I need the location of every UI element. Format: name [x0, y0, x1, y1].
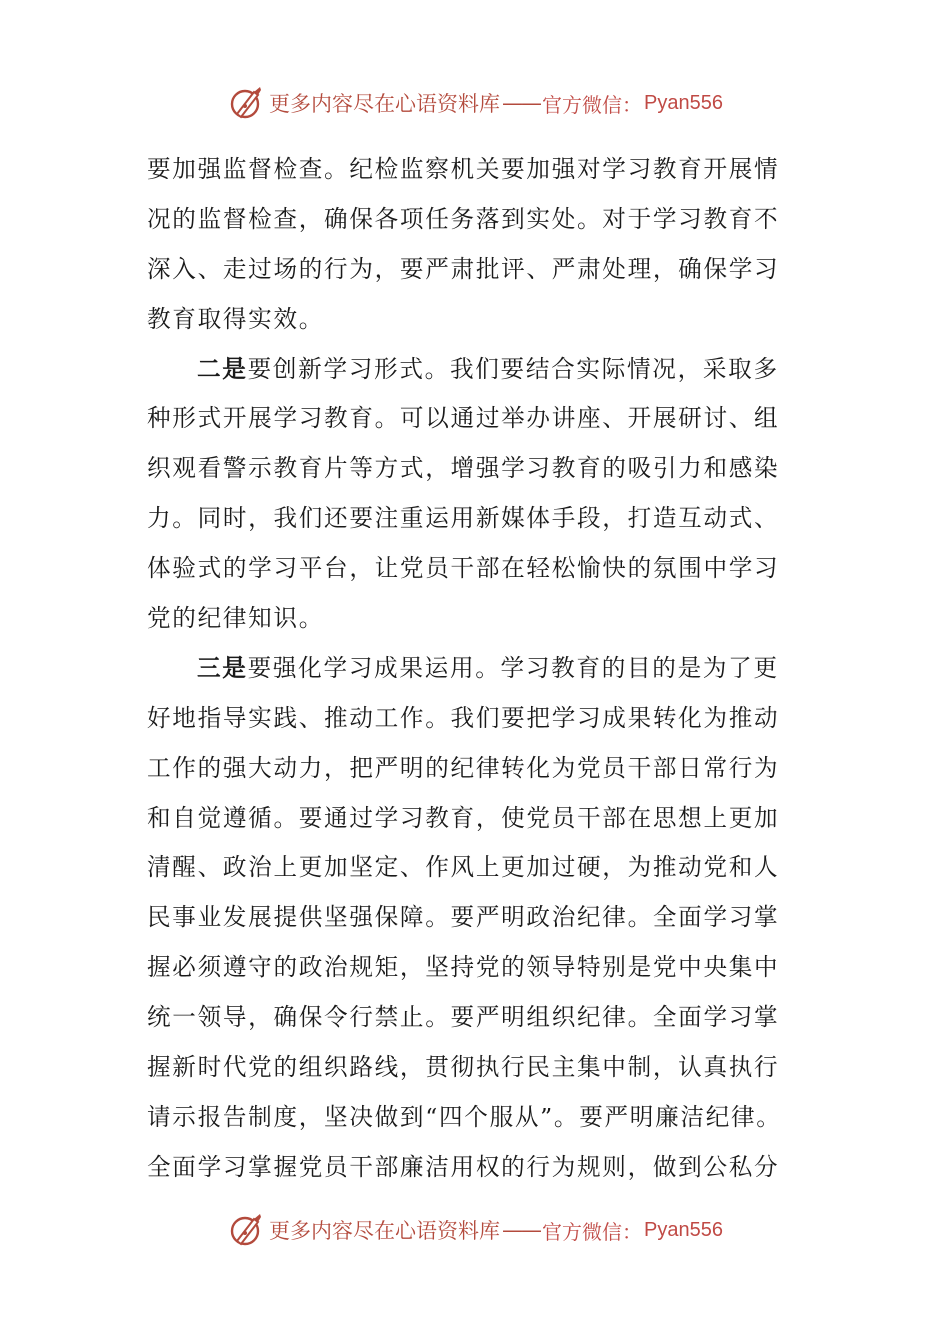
footer-banner: [0, 1206, 950, 1254]
text-line: 和自觉遵循。要通过学习教育，使党员干部在思想上更加: [147, 803, 780, 832]
paragraph-text: 要强化学习成果运用。学习教育的目的是为了更: [247, 653, 779, 682]
banner-dash: ——: [502, 91, 541, 115]
text-line: 织观看警示教育片等方式，增强学习教育的吸引力和感染: [147, 454, 780, 483]
text-line: 工作的强大动力，把严明的纪律转化为党员干部日常行为: [147, 753, 780, 782]
banner-dash: ——: [502, 1218, 541, 1242]
banner-contact-label: 官方微信：: [542, 1219, 643, 1244]
banner-contact-label: 官方微信：: [542, 92, 643, 117]
text-line: 体验式的学习平台，让党员干部在轻松愉快的氛围中学习: [147, 554, 780, 583]
text-line: 握新时代党的组织路线，贯彻执行民主集中制，认真执行: [147, 1053, 780, 1082]
text-line: 深入、走过场的行为，要严肃批评、严肃处理，确保学习: [147, 254, 780, 283]
text-line: 党的纪律知识。: [147, 604, 325, 633]
paragraph-2: [147, 345, 807, 644]
header-banner: [0, 79, 950, 127]
paragraph-lead: 三是: [197, 653, 248, 682]
text-line: 全面学习掌握党员干部廉洁用权的行为规则，做到公私分: [147, 1152, 780, 1181]
text-line: 统一领导，确保令行禁止。要严明组织纪律。全面学习掌: [147, 1003, 780, 1032]
banner-brand: 更多内容尽在心语资料库: [269, 1219, 501, 1243]
text-line: [147, 345, 807, 395]
text-line: [147, 644, 807, 694]
text-line: 握必须遵守的政治规矩，坚持党的领导特别是党中央集中: [147, 953, 780, 982]
paragraph-lead: 二是: [197, 354, 248, 383]
text-line: 请示报告制度，坚决做到“四个服从”。要严明廉洁纪律。: [147, 1102, 782, 1131]
text-line: 要加强监督检查。纪检监察机关要加强对学习教育开展情: [147, 155, 780, 183]
paragraph-3: [147, 644, 807, 1193]
pen-nib-circle-icon: [227, 84, 265, 122]
text-line: 清醒、政治上更加坚定、作风上更加过硬，为推动党和人: [147, 853, 780, 882]
banner-contact-id: Pyan556: [644, 91, 723, 114]
text-line: 民事业发展提供坚强保障。要严明政治纪律。全面学习掌: [147, 903, 780, 932]
text-line: 况的监督检查，确保各项任务落到实处。对于学习教育不: [147, 204, 780, 233]
banner-contact-id: Pyan556: [644, 1218, 723, 1241]
banner-brand: 更多内容尽在心语资料库: [269, 92, 501, 116]
pen-nib-circle-icon: [227, 1211, 265, 1249]
paragraph-text: 要创新学习形式。我们要结合实际情况，采取多: [247, 354, 779, 383]
document-body: [147, 145, 807, 1193]
text-line: 教育取得实效。: [147, 304, 325, 333]
text-line: 力。同时，我们还要注重运用新媒体手段，打造互动式、: [147, 504, 780, 533]
paragraph-1: [147, 145, 807, 345]
text-line: 好地指导实践、推动工作。我们要把学习成果转化为推动: [147, 703, 780, 732]
text-line: 种形式开展学习教育。可以通过举办讲座、开展研讨、组: [147, 404, 780, 433]
